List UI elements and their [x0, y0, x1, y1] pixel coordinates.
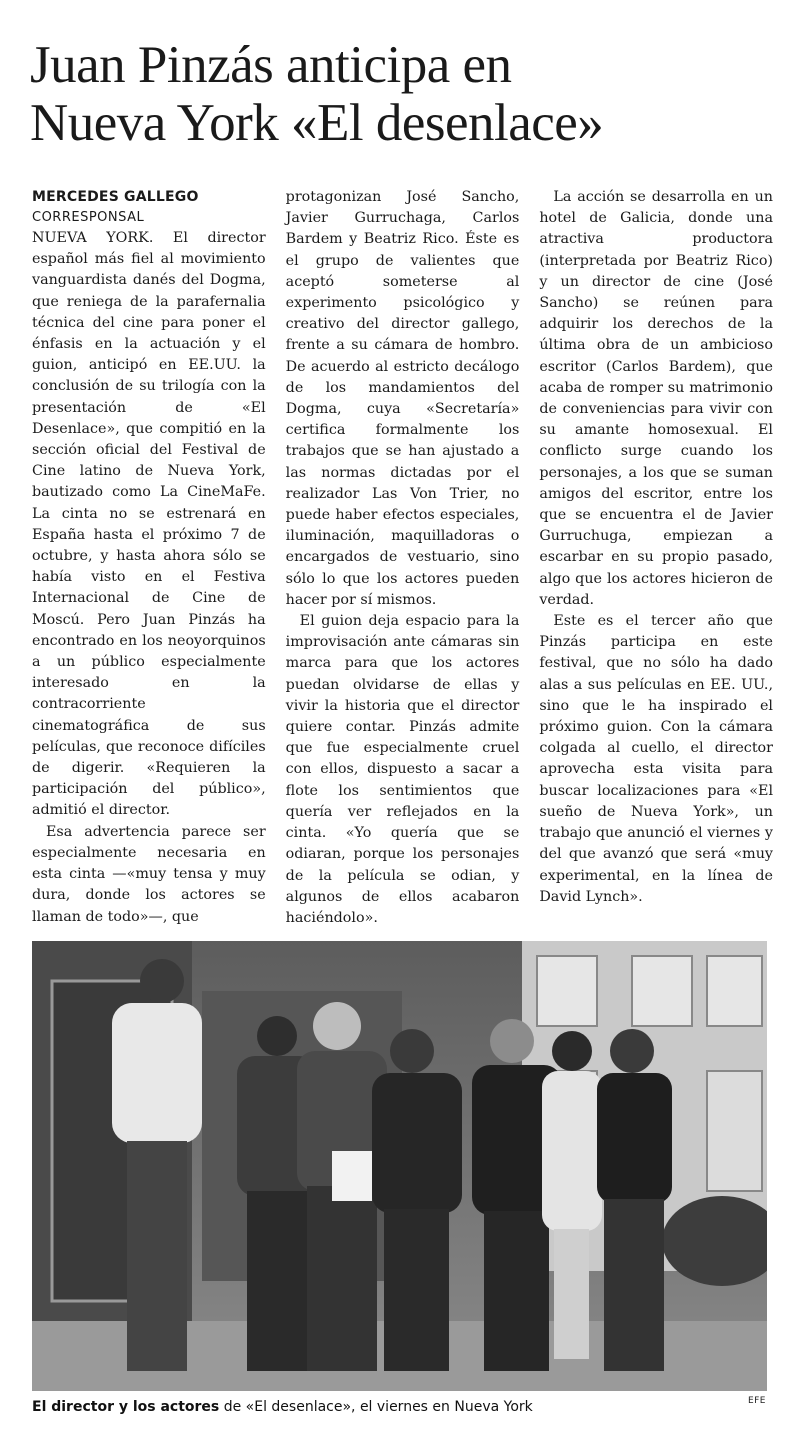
article-column-2	[286, 187, 520, 927]
article-column-3	[539, 187, 773, 927]
headline-line-1: Juan Pinzás anticipa en	[30, 36, 512, 94]
caption-text: de «El desenlace», el viernes en Nueva York	[219, 1399, 533, 1415]
group-photo	[32, 941, 767, 1391]
paragraph: protagonizan José Sancho, Javier Gurruchaga, Carlos Bardem y Beatriz Rico. Éste es el grupo de valientes que aceptó someterse al experimento psicológico y creativo del director gallego, frente a su cámara de hombro. De acuerdo al estricto decálogo de los mandamientos del Dogma, cuya «Secretaría» certifica formalmente los trabajos que se han ajustado a las normas dictadas por el realizador Las Von Trier, no puede haber efectos especiales, iluminación, maquilladoras o encargados de vestuario, sino sólo lo que los actores pueden hacer por sí mismos.	[285, 189, 520, 608]
paragraph: Este es el tercer año que Pinzás participa en este festival, que no sólo ha dado alas a sus películas en EE. UU., sino que le ha inspirado el próximo guion. Con la cámara colgada al cuello, el director aprovecha esta visita para buscar localizaciones para «El sueño de Nueva York», un trabajo que anunció el viernes y del que avanzó que será «muy experimental, en la línea de David Lynch».	[539, 613, 774, 905]
group-photo-illustration	[32, 941, 767, 1391]
paragraph: NUEVA YORK. El director español más fiel al movimiento vanguardista danés del Dogma, que reniega de la parafernalia técnica del cine para poner el énfasis en la actuación y el guion, anticipó en EE.UU. la conclusión de su trilogía con la presentación de «El Desenlace», que compitió en la sección oficial del Festival de Cine latino de Nueva York, bautizado como La CineMaFe. La cinta no se estrenará en España hasta el próximo 7 de octubre, y hasta ahora sólo se había visto en el Festiva Internacional de Cine de Moscú. Pero Juan Pinzás ha encontrado en los neoyorquinos a un público especialmente interesado en la contracorriente cinematográfica de sus películas, que reconoce difíciles de digerir. «Requieren la participación del público», admitió el director.	[32, 230, 266, 819]
headline	[30, 36, 770, 152]
headline-line-2: Nueva York «El desenlace»	[30, 94, 604, 152]
paragraph: Esa advertencia parece ser especialmente necesaria en esta cinta —«muy tensa y muy dura, donde los actores se llaman de todo»—, que	[32, 823, 266, 925]
byline-author: MERCEDES GALLEGO	[32, 189, 199, 205]
paragraph: El guion deja espacio para la improvisación ante cámaras sin marca para que los actores puedan olvidarse de ellas y vivir la historia que el director quiere contar. Pinzás admite que fue especialmente cruel con ellos, dispuesto a sacar a flote los sentimientos que quería ver reflejados en la cinta. «Yo quería que se odiaran, porque los personajes de la película se odian, y algunos de ellos acabaron haciéndolo».	[285, 613, 520, 926]
photo-credit: EFE	[747, 1396, 766, 1406]
caption-bold: El director y los actores	[32, 1399, 220, 1415]
photo-caption	[32, 1397, 767, 1417]
article-column-1	[32, 187, 266, 927]
article-body	[32, 187, 773, 927]
paragraph: La acción se desarrolla en un hotel de Galicia, donde una atractiva productora (interpretada por Beatriz Rico) y un director de cine (José Sancho) se reúnen para adquirir los derechos de la última obra de un ambicioso escritor (Carlos Bardem), que acaba de romper su matrimonio de conveniencias para vivir con su amante homosexual. El conflicto surge cuando los personajes, a los que se suman amigos del escritor, entre los que se encuentra el de Javier Gurruchuga, empiezan a escarbar en su propio pasado, algo que los actores hicieron de verdad.	[539, 189, 774, 608]
byline-role: CORRESPONSAL	[32, 210, 145, 225]
